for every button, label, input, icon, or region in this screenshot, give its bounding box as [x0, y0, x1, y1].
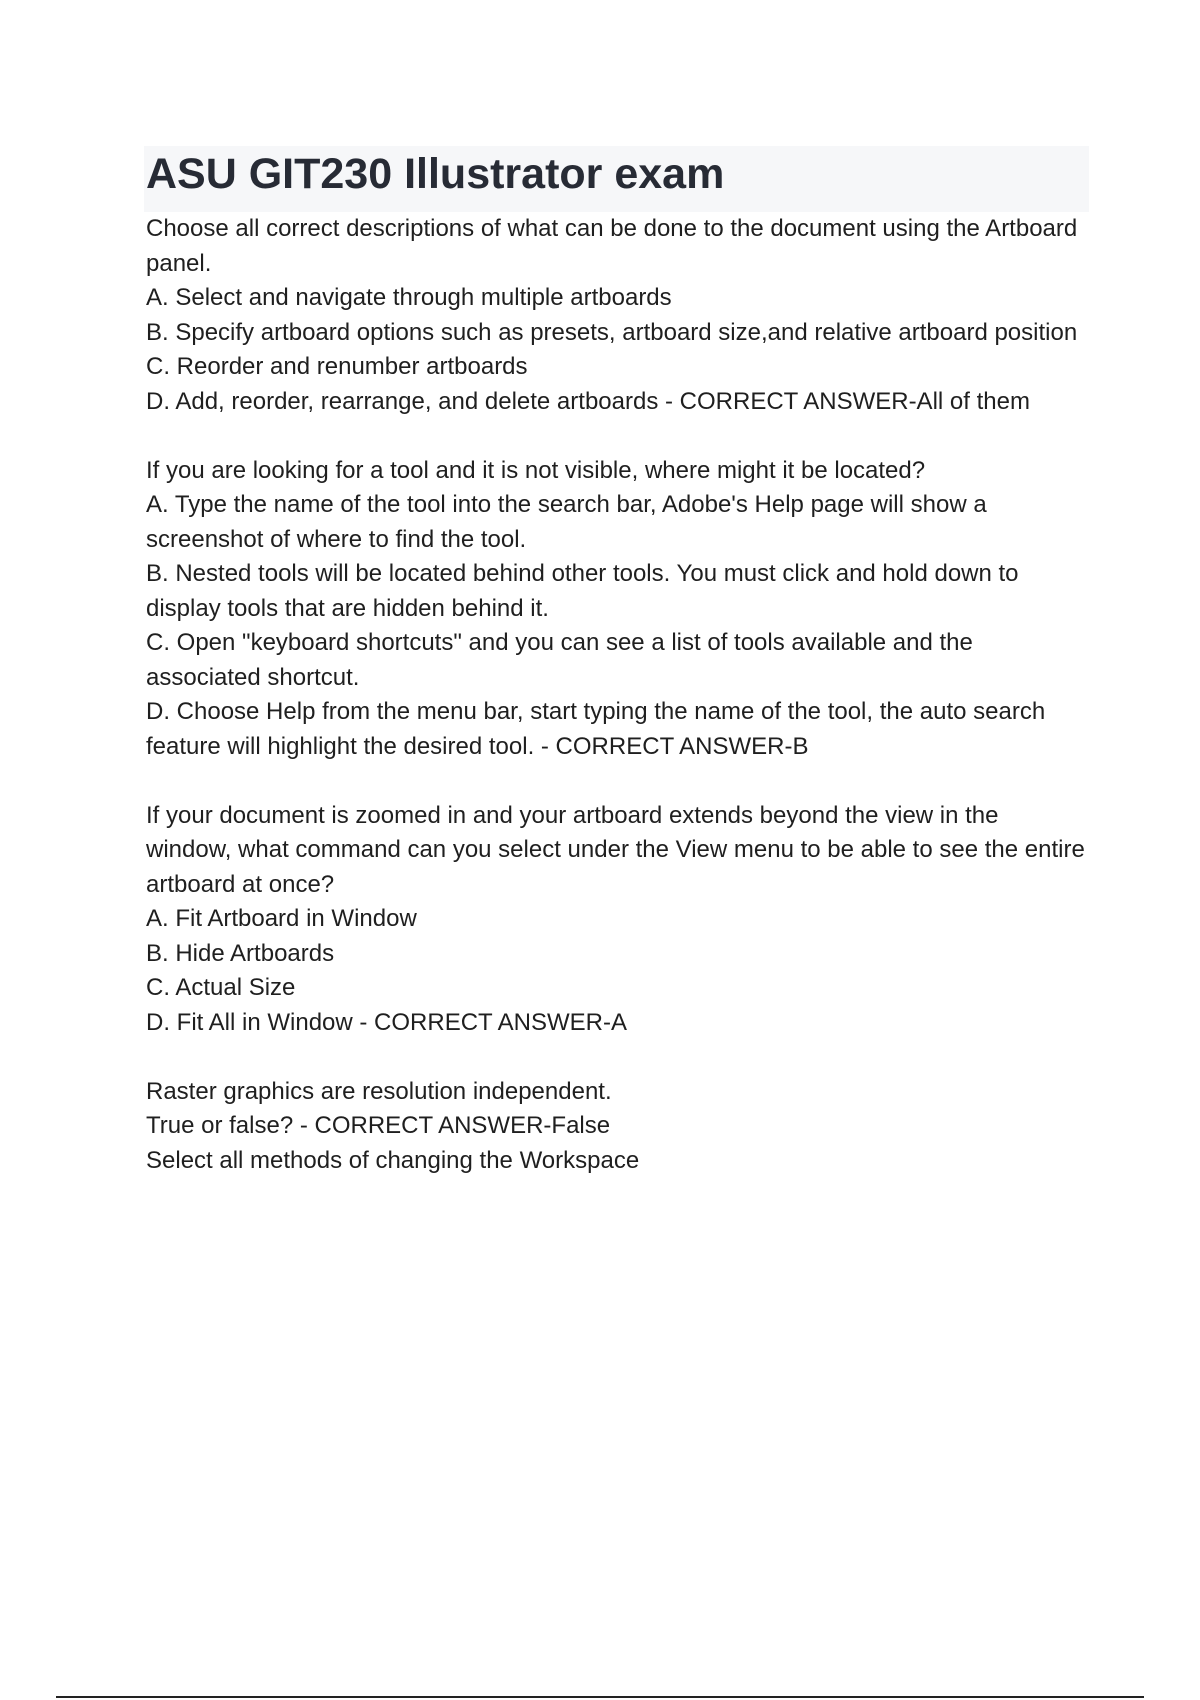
question-hidden-tool: [146, 454, 1086, 765]
question-artboard-panel: [146, 212, 1086, 419]
document-title: ASU GIT230 Illustrator exam: [146, 150, 725, 198]
question-prompt: If your document is zoomed in and your artboard extends beyond the view in the window, what command can you select under the View menu to be able to see the entire artboard at once?: [146, 801, 1085, 898]
answer-option-d: D. Choose Help from the menu bar, start typing the name of the tool, the auto search feature will highlight the desired tool. - CORRECT ANSWER-B: [146, 698, 1046, 760]
answer-option-c: C. Reorder and renumber artboards: [146, 353, 528, 380]
answer-option-c: C. Open "keyboard shortcuts" and you can see a list of tools available and the associated shortcut.: [146, 629, 973, 691]
answer-option-a: A. Fit Artboard in Window: [146, 905, 417, 932]
answer-options: [146, 281, 1086, 419]
question-prompt: If you are looking for a tool and it is not visible, where might it be located?: [146, 456, 926, 484]
question-view-menu: [146, 799, 1086, 1041]
question-prompt: Select all methods of changing the Workspace: [146, 1146, 640, 1174]
document-body: [146, 212, 1086, 1178]
question-workspace: [146, 1144, 1086, 1179]
answer-option-a: A. Type the name of the tool into the search bar, Adobe's Help page will show a screenshot of where to find the tool.: [146, 491, 987, 553]
answer-option-b: B. Nested tools will be located behind other tools. You must click and hold down to display tools that are hidden behind it.: [146, 560, 1019, 622]
answer-option-d: D. Fit All in Window - CORRECT ANSWER-A: [146, 1008, 627, 1036]
answer-options: [146, 902, 1086, 1040]
question-prompt: Raster graphics are resolution independent.: [146, 1077, 612, 1105]
question-answer: True or false? - CORRECT ANSWER-False: [146, 1112, 611, 1139]
answer-option-a: A. Select and navigate through multiple artboards: [146, 284, 672, 311]
answer-option-c: C. Actual Size: [146, 974, 296, 1001]
question-raster-graphics: [146, 1075, 1086, 1144]
answer-options: [146, 488, 1086, 764]
answer-option-b: B. Specify artboard options such as presets, artboard size,and relative artboard position: [146, 318, 1078, 346]
answer-option-b: B. Hide Artboards: [146, 939, 335, 967]
footer-divider: [56, 1696, 1144, 1698]
answer-option-d: D. Add, reorder, rearrange, and delete artboards - CORRECT ANSWER-All of them: [146, 387, 1030, 415]
question-prompt: Choose all correct descriptions of what can be done to the document using the Artboard panel.: [146, 215, 1078, 277]
